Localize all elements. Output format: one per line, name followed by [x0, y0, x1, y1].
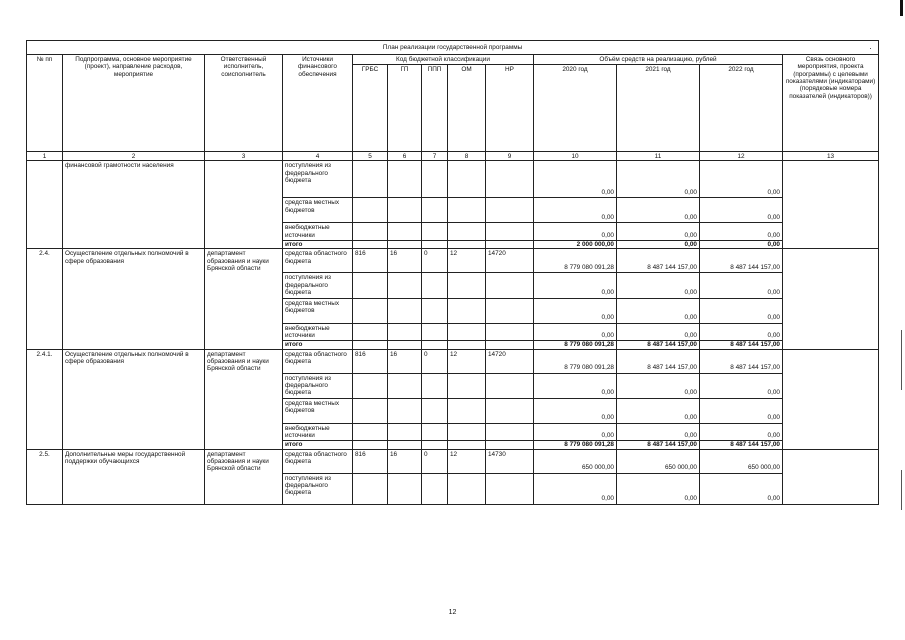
- table-row: [27, 449, 879, 473]
- column-number: 4: [283, 152, 353, 161]
- row-num: 2.4.1.: [27, 349, 63, 449]
- amount-2021: 650 000,00: [617, 449, 700, 473]
- amount-2022: 0,00: [700, 323, 783, 341]
- header-amount: Объём средств на реализацию, рублей: [534, 55, 783, 65]
- header-kbk: Код бюджетной классификации: [353, 55, 534, 65]
- header-ppp: ППП: [422, 65, 448, 152]
- row-num: 2.5.: [27, 449, 63, 504]
- source-total: итого: [283, 241, 353, 249]
- code-grbs: 816: [353, 249, 388, 273]
- source-local: средства местных бюджетов: [283, 298, 353, 323]
- source-regional: средства областного бюджета: [283, 249, 353, 273]
- source-local: средства местных бюджетов: [283, 198, 353, 223]
- row-responsible: департамент образования и науки Брянской области: [205, 449, 283, 504]
- column-number: 3: [205, 152, 283, 161]
- total-2022: 8 487 144 157,00: [700, 441, 783, 449]
- header-num: № пп: [27, 55, 63, 152]
- amount-2021: 0,00: [617, 273, 700, 298]
- row-link: [783, 349, 879, 449]
- header-link: Связь основного мероприятия, проекта (программы) с целевыми показателями (индикаторами) (порядковые номера показателей (индикаторов)): [783, 55, 879, 152]
- amount-2022: 0,00: [700, 273, 783, 298]
- amount-2022: 8 487 144 157,00: [700, 349, 783, 373]
- amount-2021: 0,00: [617, 223, 700, 241]
- source-total: итого: [283, 341, 353, 349]
- header-row: [27, 55, 879, 65]
- source-federal: поступления из федерального бюджета: [283, 161, 353, 198]
- title-row: [27, 41, 879, 55]
- code-grbs: 816: [353, 349, 388, 373]
- code-gp: 16: [388, 249, 422, 273]
- source-total: итого: [283, 441, 353, 449]
- column-number: 12: [700, 152, 783, 161]
- page-edge-line: [901, 470, 902, 510]
- page-edge-line: [901, 330, 902, 390]
- column-number: 8: [448, 152, 486, 161]
- total-2022: 8 487 144 157,00: [700, 341, 783, 349]
- row-num: 2.4.: [27, 249, 63, 349]
- amount-2022: 0,00: [700, 161, 783, 198]
- row-link: [783, 161, 879, 249]
- header-gp: ГП: [388, 65, 422, 152]
- total-2021: 8 487 144 157,00: [617, 341, 700, 349]
- amount-2022: 0,00: [700, 223, 783, 241]
- total-2020: 8 779 080 091,28: [534, 341, 617, 349]
- total-2020: 8 779 080 091,28: [534, 441, 617, 449]
- header-grbs: ГРБС: [353, 65, 388, 152]
- amount-2021: 8 487 144 157,00: [617, 249, 700, 273]
- total-2021: 0,00: [617, 241, 700, 249]
- code-ppp: 0: [422, 449, 448, 473]
- amount-2020: 0,00: [534, 273, 617, 298]
- row-responsible: департамент образования и науки Брянской области: [205, 349, 283, 449]
- amount-2022: 0,00: [700, 473, 783, 504]
- source-federal: поступления из федерального бюджета: [283, 473, 353, 504]
- code-nr: 14730: [486, 449, 534, 473]
- row-name: финансовой грамотности населения: [63, 161, 205, 249]
- amount-2022: 650 000,00: [700, 449, 783, 473]
- column-number: 5: [353, 152, 388, 161]
- row-name: Дополнительные меры государственной поддержки обучающихся: [63, 449, 205, 504]
- code-nr: 14720: [486, 349, 534, 373]
- column-number: 13: [783, 152, 879, 161]
- amount-2021: 0,00: [617, 323, 700, 341]
- amount-2020: 8 779 080 091,28: [534, 249, 617, 273]
- table-title: План реализации государственной программы: [27, 41, 879, 55]
- table-row: [27, 349, 879, 373]
- column-number: 6: [388, 152, 422, 161]
- header-source: Источники финансового обеспечения: [283, 55, 353, 152]
- header-year-2020: 2020 год: [534, 65, 617, 152]
- amount-2020: 0,00: [534, 298, 617, 323]
- source-regional: средства областного бюджета: [283, 449, 353, 473]
- amount-2021: 0,00: [617, 298, 700, 323]
- code-grbs: 816: [353, 449, 388, 473]
- source-local: средства местных бюджетов: [283, 398, 353, 423]
- header-name: Подпрограмма, основное мероприятие (проект), направление расходов, мероприятие: [63, 55, 205, 152]
- code-gp: 16: [388, 449, 422, 473]
- column-number: 2: [63, 152, 205, 161]
- source-federal: поступления из федерального бюджета: [283, 273, 353, 298]
- amount-2021: 0,00: [617, 198, 700, 223]
- amount-2020: 0,00: [534, 473, 617, 504]
- source-offbudget: внебюджетные источники: [283, 223, 353, 241]
- page-number: 12: [448, 609, 457, 616]
- amount-2020: 0,00: [534, 223, 617, 241]
- amount-2022: 0,00: [700, 373, 783, 398]
- total-2022: 0,00: [700, 241, 783, 249]
- code-nr: 14720: [486, 249, 534, 273]
- column-number: 11: [617, 152, 700, 161]
- amount-2021: 8 487 144 157,00: [617, 349, 700, 373]
- total-2021: 8 487 144 157,00: [617, 441, 700, 449]
- amount-2020: 0,00: [534, 423, 617, 441]
- header-year-2021: 2021 год: [617, 65, 700, 152]
- amount-2021: 0,00: [617, 161, 700, 198]
- amount-2022: 0,00: [700, 198, 783, 223]
- amount-2020: 0,00: [534, 373, 617, 398]
- amount-2021: 0,00: [617, 398, 700, 423]
- amount-2021: 0,00: [617, 423, 700, 441]
- amount-2020: 0,00: [534, 161, 617, 198]
- amount-2020: 0,00: [534, 198, 617, 223]
- amount-2022: 8 487 144 157,00: [700, 249, 783, 273]
- table-row: [27, 161, 879, 198]
- source-offbudget: внебюджетные источники: [283, 423, 353, 441]
- row-responsible: департамент образования и науки Брянской области: [205, 249, 283, 349]
- amount-2022: 0,00: [700, 298, 783, 323]
- amount-2020: 0,00: [534, 323, 617, 341]
- header-nr: НР: [486, 65, 534, 152]
- page-edge-mark: [900, 0, 903, 16]
- amount-2020: 650 000,00: [534, 449, 617, 473]
- header-responsible: Ответственный исполнитель, соисполнитель: [205, 55, 283, 152]
- code-om: 12: [448, 349, 486, 373]
- amount-2021: 0,00: [617, 373, 700, 398]
- code-ppp: 0: [422, 249, 448, 273]
- amount-2022: 0,00: [700, 423, 783, 441]
- column-number-row: [27, 152, 879, 161]
- row-name: Осуществление отдельных полномочий в сфере образования: [63, 249, 205, 349]
- header-om: ОМ: [448, 65, 486, 152]
- row-link: [783, 249, 879, 349]
- column-number: 9: [486, 152, 534, 161]
- source-regional: средства областного бюджета: [283, 349, 353, 373]
- amount-2021: 0,00: [617, 473, 700, 504]
- program-plan-table: [26, 40, 879, 505]
- column-number: 10: [534, 152, 617, 161]
- row-num: [27, 161, 63, 249]
- header-year-2022: 2022 год: [700, 65, 783, 152]
- column-number: 1: [27, 152, 63, 161]
- total-2020: 2 000 000,00: [534, 241, 617, 249]
- source-offbudget: внебюджетные источники: [283, 323, 353, 341]
- code-om: 12: [448, 249, 486, 273]
- code-gp: 16: [388, 349, 422, 373]
- code-om: 12: [448, 449, 486, 473]
- row-responsible: [205, 161, 283, 249]
- amount-2022: 0,00: [700, 398, 783, 423]
- amount-2020: 8 779 080 091,28: [534, 349, 617, 373]
- amount-2020: 0,00: [534, 398, 617, 423]
- source-federal: поступления из федерального бюджета: [283, 373, 353, 398]
- row-name: Осуществление отдельных полномочий в сфере образования: [63, 349, 205, 449]
- column-number: 7: [422, 152, 448, 161]
- row-link: [783, 449, 879, 504]
- code-ppp: 0: [422, 349, 448, 373]
- table-row: [27, 249, 879, 273]
